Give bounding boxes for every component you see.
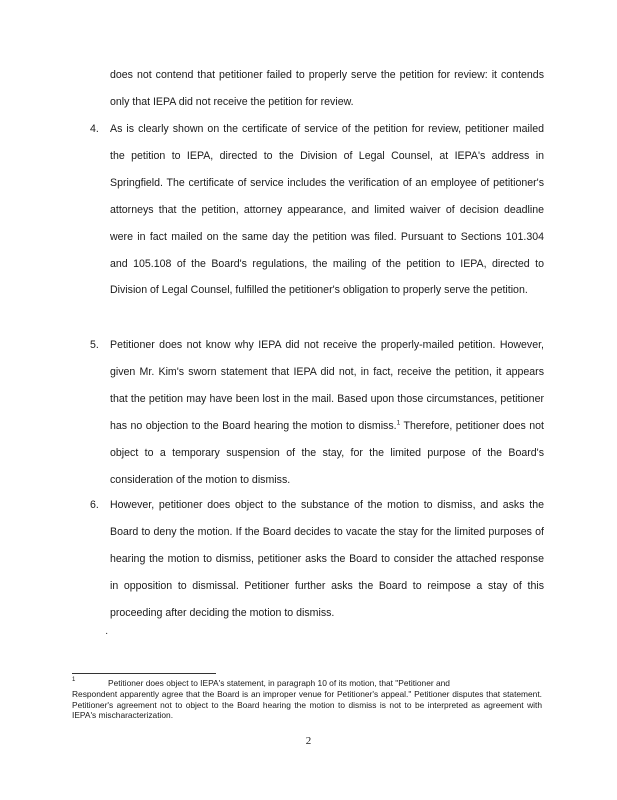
paragraph-5-number: 5. bbox=[90, 339, 99, 351]
footnote-first-line: Petitioner does object to IEPA's statement, in paragraph 10 of its motion, that "Petitioner and bbox=[108, 678, 450, 688]
footnote-mark: 1 bbox=[72, 677, 76, 683]
footnote-text: Respondent apparently agree that the Board is an improper venue for Petitioner's appeal." Petitioner disputes that statement. Petitioner's agreement not to object to the Board hearing the motion to dismiss is not to be interpreted as agreement with IEPA's mischaracterization. bbox=[72, 689, 542, 721]
paragraph-continuation: does not contend that petitioner failed to properly serve the petition for review: it contends only that IEPA did not receive the petition for review. bbox=[110, 69, 544, 108]
paragraph-5 bbox=[110, 332, 544, 493]
paragraph-6-number: 6. bbox=[90, 499, 99, 511]
stray-mark: · bbox=[105, 628, 109, 639]
paragraph-4-number: 4. bbox=[90, 123, 99, 135]
footnote-divider bbox=[72, 673, 216, 674]
paragraph-4: As is clearly shown on the certificate of service of the petition for review, petitioner mailed the petition to IEPA, directed to the Division of Legal Counsel, at IEPA's address in Springfield. The certificate of service includes the verification of an employee of petitioner's attorneys that the petition, attorney appearance, and limited waiver of decision deadline were in fact mailed on the same day the petition was filed. Pursuant to Sections 101.304 and 105.108 of the Board's regulations, the mailing of the petition to IEPA, directed to Division of Legal Counsel, fulfilled the petitioner's obligation to properly serve the petition. bbox=[110, 123, 544, 297]
paragraph-5-text-before: Petitioner does not know why IEPA did not receive the properly-mailed petition. However, given Mr. Kim's sworn statement that IEPA did not, in fact, receive the petition, it appears that the petition may have been lost in the mail. Based upon those circumstances, petitioner has no objection to the Board hearing the motion to dismiss. bbox=[110, 339, 544, 432]
footnote-reference: 1 bbox=[396, 419, 401, 427]
paragraph-6: However, petitioner does object to the substance of the motion to dismiss, and asks the Board to deny the motion. If the Board decides to vacate the stay for the limited purposes of hearing the motion to dismiss, petitioner asks the Board to consider the attached response in opposition to dismissal. Petitioner further asks the Board to reimpose a stay of this proceeding after deciding the motion to dismiss. bbox=[110, 499, 544, 619]
page-number: 2 bbox=[305, 735, 312, 747]
paragraph-5-text-after: Therefore, petitioner does not object to a temporary suspension of the stay, for the limited purpose of the Board's consideration of the motion to dismiss. bbox=[110, 419, 544, 486]
